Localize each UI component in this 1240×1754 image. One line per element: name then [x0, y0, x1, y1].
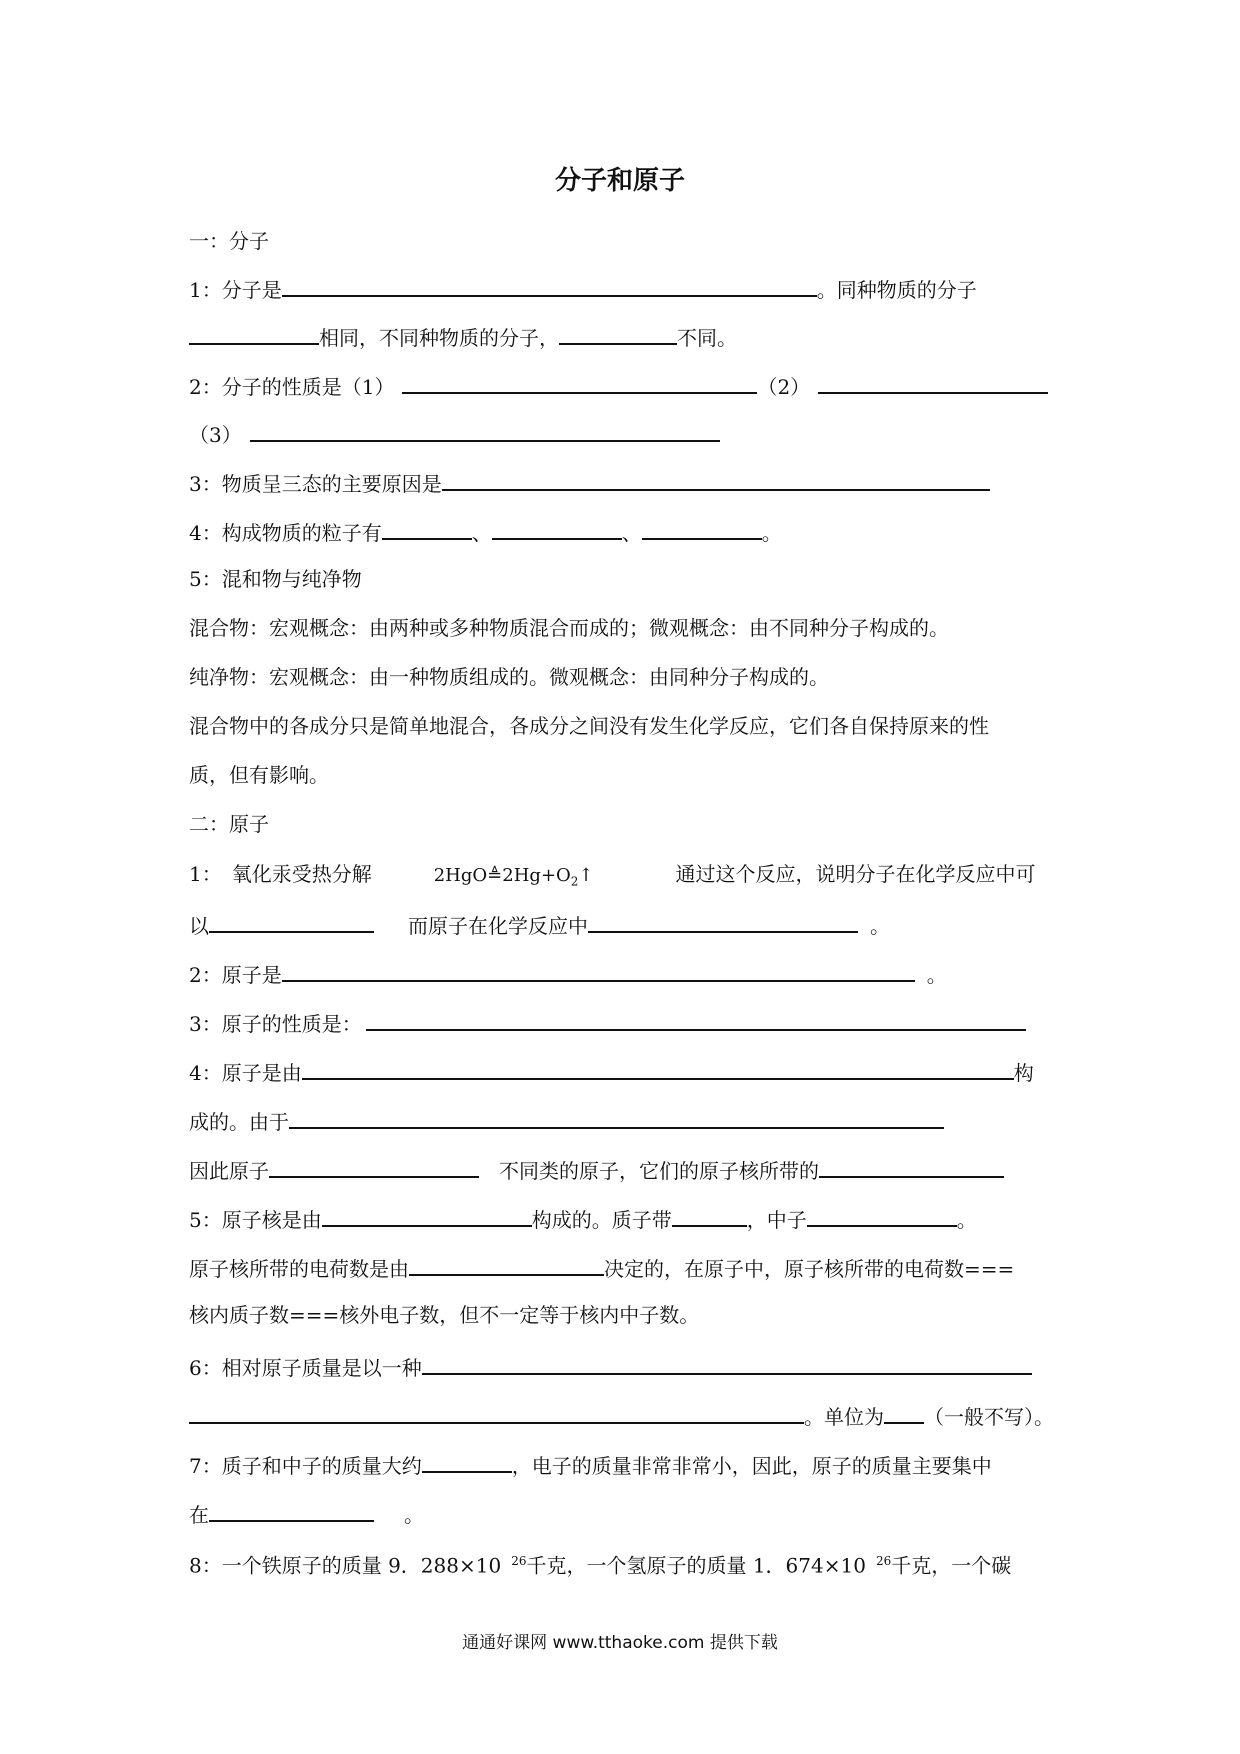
answer-blank[interactable] [302, 1056, 1014, 1080]
chemical-equation: $2HgO≜2Hg+O_2↑$ [433, 865, 594, 889]
question-3: 3：物质呈三态的主要原因是 [189, 467, 1054, 498]
atom-question-6-cont: 。单位为 （一般不写）。 [189, 1400, 1054, 1431]
answer-blank[interactable] [409, 1252, 604, 1276]
answer-blank[interactable] [642, 516, 762, 540]
question-1-cont: 相同，不同种物质的分子， 不同。 [189, 321, 1054, 352]
answer-blank[interactable] [209, 909, 374, 933]
answer-blank[interactable] [250, 418, 720, 442]
answer-blank[interactable] [588, 909, 858, 933]
answer-blank[interactable] [818, 370, 1048, 394]
answer-blank[interactable] [282, 273, 817, 297]
answer-blank[interactable] [402, 370, 757, 394]
atom-question-1-cont: 以 而原子在化学反应中 。 [189, 909, 1054, 940]
answer-blank[interactable] [492, 516, 622, 540]
atom-question-4: 4：原子是由 构 [189, 1056, 1054, 1087]
atom-question-8: 8：一个铁原子的质量 9．288×10 $^{26}$千克，一个氢原子的质量 1．674×10 $^{26}$千克，一个碳 [189, 1553, 1012, 1578]
answer-blank[interactable] [269, 1154, 479, 1178]
atom-question-2: 2：原子是 。 [189, 958, 1054, 989]
page-title: 分子和原子 [554, 166, 685, 196]
answer-blank[interactable] [819, 1154, 1004, 1178]
atom-question-7: 7：质子和中子的质量大约 ，电子的质量非常非常小，因此，原子的质量主要集中 [189, 1449, 1054, 1480]
mixture-note-cont: 质，但有影响。 [189, 763, 329, 787]
answer-blank[interactable] [559, 321, 677, 345]
answer-blank[interactable] [422, 1351, 1032, 1375]
answer-blank[interactable] [209, 1498, 374, 1522]
answer-blank[interactable] [672, 1203, 747, 1227]
section-heading-molecule: 一：分子 [189, 229, 269, 253]
answer-blank[interactable] [422, 1449, 512, 1473]
atom-question-7-cont: 在 。 [189, 1498, 1054, 1529]
atom-question-6: 6：相对原子质量是以一种 [189, 1351, 1054, 1382]
question-2: 2：分子的性质是（1） （2） [189, 370, 1054, 401]
answer-blank[interactable] [442, 467, 990, 491]
footer-credit: 通通好课网 www.tthaoke.com 提供下载 [462, 1633, 778, 1653]
atom-question-3: 3：原子的性质是： [189, 1007, 1054, 1038]
atom-question-4-cont2: 因此原子 不同类的原子，它们的原子核所带的 [189, 1154, 1054, 1185]
mixture-note: 混合物中的各成分只是简单地混合，各成分之间没有发生化学反应，它们各自保持原来的性 [189, 714, 989, 738]
atom-question-1: 1： 氧化汞受热分解 $2HgO≜2Hg+O_2↑$ 通过这个反应，说明分子在化学反应中可 [189, 862, 1036, 889]
answer-blank[interactable] [189, 321, 319, 345]
answer-blank[interactable] [366, 1007, 1026, 1031]
answer-blank[interactable] [807, 1203, 957, 1227]
question-4: 4：构成物质的粒子有 、 、 。 [189, 516, 1054, 547]
question-1: 1：分子是 。同种物质的分子 [189, 273, 1054, 304]
pure-substance-definition: 纯净物：宏观概念：由一种物质组成的。微观概念：由同种分子构成的。 [189, 665, 829, 689]
atom-question-5: 5：原子核是由 构成的。质子带 ，中子 。 [189, 1203, 1054, 1234]
answer-blank[interactable] [322, 1203, 532, 1227]
answer-blank[interactable] [382, 516, 472, 540]
section-heading-atom: 二：原子 [189, 812, 269, 836]
question-5: 5：混和物与纯净物 [189, 567, 362, 591]
atom-question-5-cont2: 核内质子数===核外电子数，但不一定等于核内中子数。 [189, 1303, 700, 1327]
answer-blank[interactable] [884, 1400, 924, 1424]
atom-question-4-cont: 成的。由于 [189, 1105, 1054, 1136]
mixture-definition: 混合物：宏观概念：由两种或多种物质混合而成的；微观概念：由不同种分子构成的。 [189, 616, 949, 640]
question-2-cont: （3） [189, 418, 1054, 449]
answer-blank[interactable] [289, 1105, 944, 1129]
answer-blank[interactable] [282, 958, 915, 982]
answer-blank[interactable] [189, 1400, 804, 1424]
atom-question-5-cont: 原子核所带的电荷数是由 决定的，在原子中，原子核所带的电荷数=== [189, 1252, 1054, 1283]
